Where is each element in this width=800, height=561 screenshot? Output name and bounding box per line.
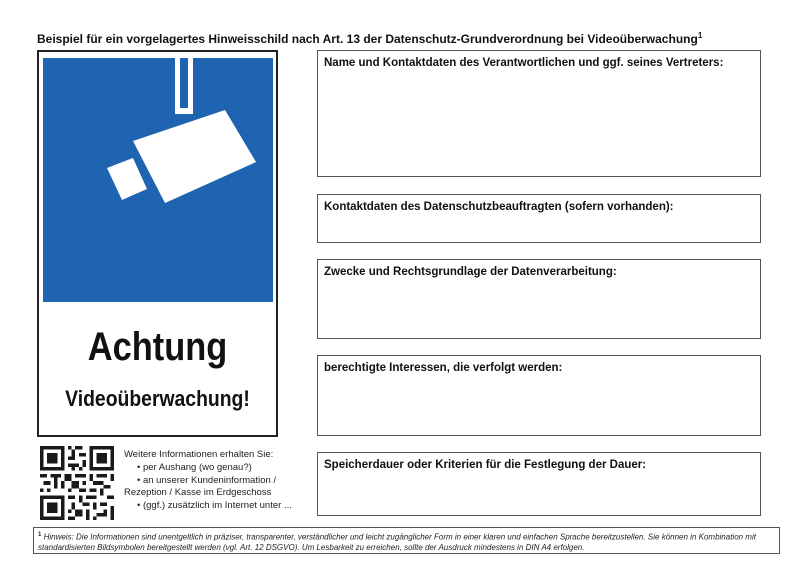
info-text: [124, 449, 292, 513]
info-item: • an unserer Kundeninformation /: [137, 474, 277, 486]
sign-heading: Achtung: [87, 325, 228, 369]
page-title: [37, 31, 702, 46]
info-item: • per Aushang (wo genau?): [137, 461, 252, 473]
field-interests[interactable]: [317, 355, 761, 436]
warning-sign: [37, 50, 278, 437]
footnote-box: [33, 527, 780, 554]
field-label: Zwecke und Rechtsgrundlage der Datenverarbeitung:: [324, 266, 617, 278]
footnote-marker: 1: [697, 31, 703, 40]
qr-code-icon[interactable]: [40, 446, 114, 520]
footnote-marker: 1: [38, 532, 42, 538]
field-label: Name und Kontaktdaten des Verantwortlichen und ggf. seines Vertreters:: [324, 57, 724, 69]
field-controller[interactable]: [317, 50, 761, 177]
info-item: • (ggf.) zusätzlich im Internet unter ...: [137, 500, 292, 512]
field-retention[interactable]: [317, 452, 761, 516]
field-label: Speicherdauer oder Kriterien für die Festlegung der Dauer:: [324, 459, 647, 471]
sign-pictogram: [43, 58, 273, 302]
field-purposes[interactable]: [317, 259, 761, 339]
sign-subheading: Videoüberwachung!: [65, 386, 250, 411]
footnote-text: Hinweis: Die Informationen sind unentgeltlich in präziser, transparenter, verständlicher und leicht zugänglicher Form in einer klaren und einfachen Sprache bereitzustellen. Sie können in Kombination mit standardisierten Bildsymbolen bereitgestellt werden (vgl. Art. 12 DSGVO). Um Lesbarkeit zu erreichen, sollte der Ausdruck mindestens in DIN A4 erfolgen.: [38, 532, 756, 552]
field-label: Kontaktdaten des Datenschutzbeauftragten (sofern vorhanden):: [324, 201, 674, 213]
cctv-camera-icon: [43, 58, 273, 302]
field-dpo[interactable]: [317, 194, 761, 243]
info-item-continued: Rezeption / Kasse im Erdgeschoss: [124, 487, 272, 499]
page-title-text: Beispiel für ein vorgelagertes Hinweisschild nach Art. 13 der Datenschutz-Grundverordnung bei Videoüberwachung: [37, 32, 698, 46]
info-intro: Weitere Informationen erhalten Sie:: [124, 449, 274, 460]
field-label: berechtigte Interessen, die verfolgt werden:: [324, 362, 563, 374]
